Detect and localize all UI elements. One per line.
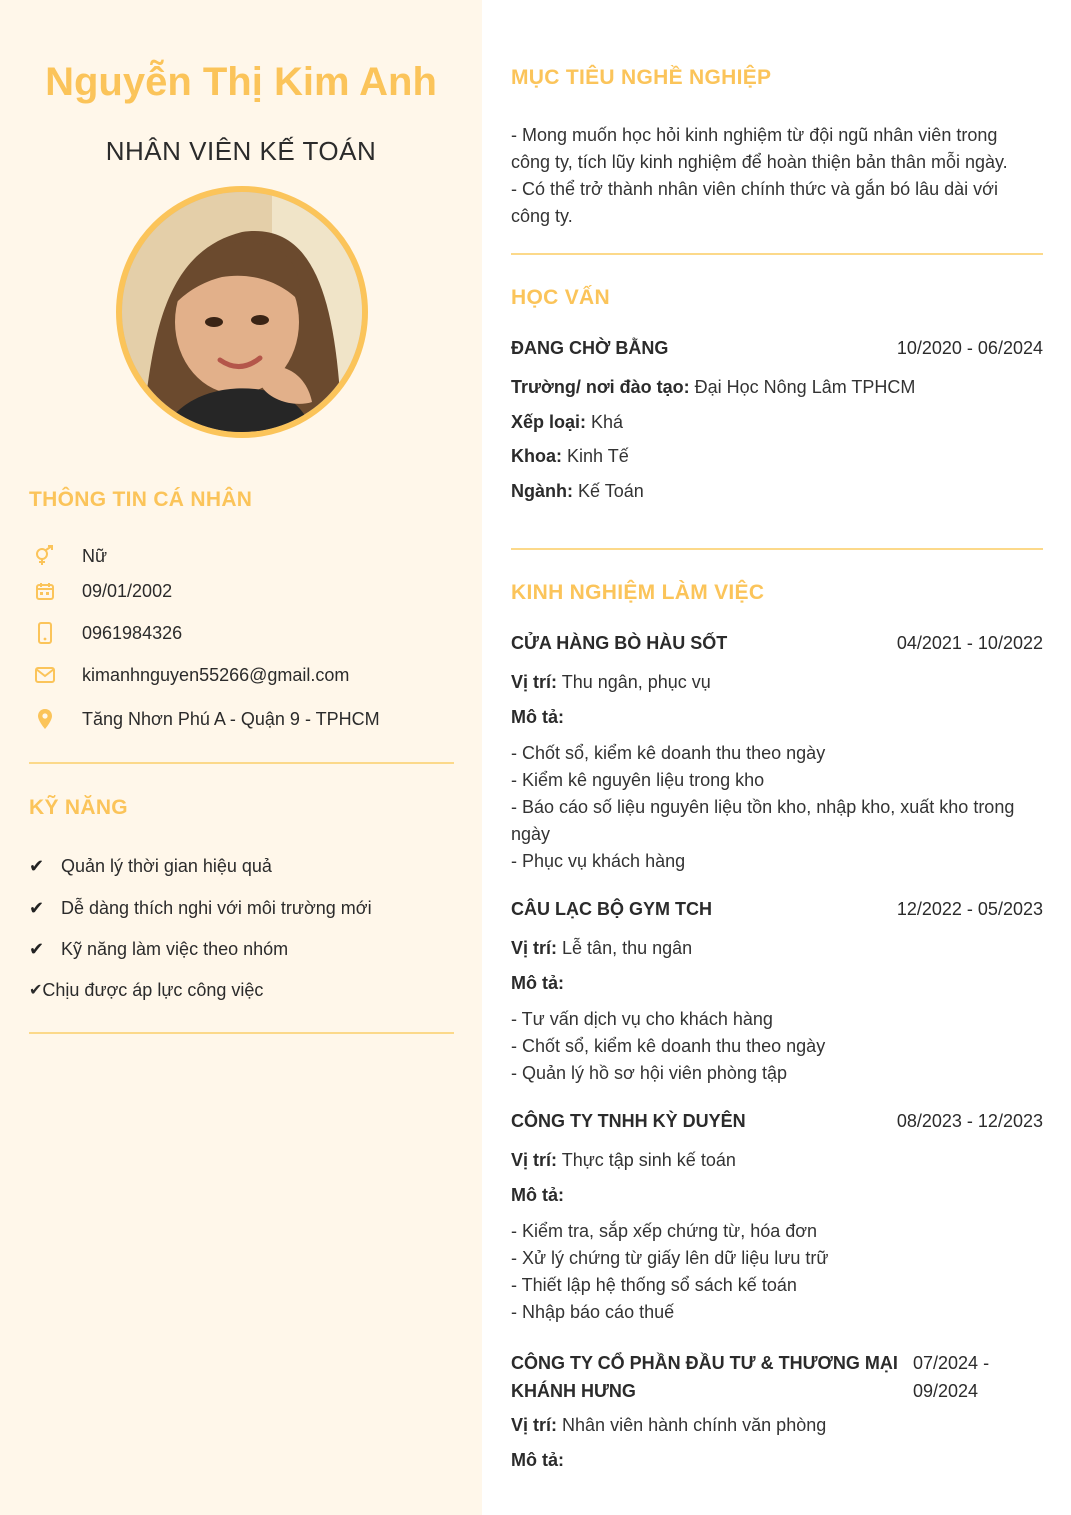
- field-value: Kinh Tế: [567, 446, 629, 466]
- job-company: CÔNG TY TNHH KỲ DUYÊN: [511, 1111, 746, 1131]
- field-value: Thu ngân, phục vụ: [561, 672, 711, 692]
- objective-text: [511, 122, 1051, 230]
- location-icon: [34, 708, 56, 730]
- field-label: Mô tả:: [511, 973, 564, 993]
- divider: [29, 1032, 454, 1034]
- job-desc-label: [511, 973, 564, 994]
- field-label: Mô tả:: [511, 1185, 564, 1205]
- divider: [511, 253, 1043, 255]
- check-icon: ✔: [29, 897, 45, 918]
- objective-line: công ty, tích lũy kinh nghiệm để hoàn thiện bản thân mỗi ngày.: [511, 152, 1008, 172]
- field-label: Vị trí:: [511, 1150, 558, 1170]
- skill-label: Chịu được áp lực công việc: [42, 979, 264, 1000]
- job-desc-label: [511, 1450, 564, 1471]
- desc-line: - Kiểm kê nguyên liệu trong kho: [511, 770, 765, 790]
- gender-value: Nữ: [82, 545, 108, 566]
- candidate-name: Nguyễn Thị Kim Anh: [45, 60, 437, 104]
- objective-title: MỤC TIÊU NGHỀ NGHIỆP: [511, 66, 772, 89]
- skill-label: Dễ dàng thích nghi với môi trường mới: [61, 897, 372, 918]
- field-label: Xếp loại:: [511, 412, 587, 432]
- field-value: Nhân viên hành chính văn phòng: [562, 1415, 827, 1435]
- objective-line: - Mong muốn học hỏi kinh nghiệm từ đội ngũ nhân viên trong: [511, 125, 998, 145]
- job-position: [511, 938, 692, 959]
- divider: [511, 548, 1043, 550]
- education-faculty: [511, 446, 629, 467]
- gender-icon: [34, 545, 56, 567]
- skills-list: [29, 853, 459, 1003]
- job-company-line: CÔNG TY CỔ PHẦN ĐẦU TƯ & THƯƠNG MẠI: [511, 1353, 898, 1373]
- field-value: Kế Toán: [578, 481, 644, 501]
- job-dates: 08/2023 - 12/2023: [896, 1111, 1043, 1131]
- education-rank: [511, 412, 623, 433]
- job-dates: [913, 1349, 1023, 1405]
- field-label: Ngành:: [511, 481, 573, 501]
- education-major: [511, 481, 644, 502]
- objective-line: - Có thể trở thành nhân viên chính thức và gắn bó lâu dài với: [511, 179, 998, 199]
- job-desc-label: [511, 707, 564, 728]
- desc-line: - Thiết lập hệ thống sổ sách kế toán: [511, 1275, 797, 1295]
- email-value[interactable]: kimanhnguyen55266@gmail.com: [82, 664, 350, 685]
- divider: [29, 762, 454, 764]
- birthdate-value: 09/01/2002: [82, 580, 173, 601]
- field-label: Mô tả:: [511, 1450, 564, 1470]
- field-label: Vị trí:: [511, 938, 558, 958]
- job-company-line: KHÁNH HƯNG: [511, 1381, 636, 1401]
- desc-line: - Tư vấn dịch vụ cho khách hàng: [511, 1009, 773, 1029]
- job-header: [511, 899, 1043, 920]
- education-school: [511, 377, 915, 398]
- check-icon: ✔: [29, 855, 45, 876]
- address-value: Tăng Nhơn Phú A - Quận 9 - TPHCM: [82, 708, 380, 729]
- job-company: CỬA HÀNG BÒ HÀU SỐT: [511, 633, 728, 653]
- gender-row: [0, 543, 482, 569]
- education-title: HỌC VẤN: [511, 286, 610, 309]
- email-icon: [34, 664, 56, 686]
- field-label: Vị trí:: [511, 672, 558, 692]
- job-description: [511, 740, 1051, 875]
- field-value: Lễ tân, thu ngân: [562, 938, 693, 958]
- job-company: CÂU LẠC BỘ GYM TCH: [511, 899, 712, 919]
- portrait-photo: [122, 192, 362, 432]
- desc-line: - Xử lý chứng từ giấy lên dữ liệu lưu trữ: [511, 1248, 829, 1268]
- skill-label: Kỹ năng làm việc theo nhóm: [61, 938, 289, 959]
- check-icon: ✔: [29, 938, 45, 959]
- job-header: [511, 1111, 1043, 1132]
- desc-line: - Chốt sổ, kiểm kê doanh thu theo ngày: [511, 743, 826, 763]
- job-desc-label: [511, 1185, 564, 1206]
- sidebar: [0, 0, 482, 1515]
- skill-item: [29, 977, 459, 1003]
- job-dates: 04/2021 - 10/2022: [896, 633, 1043, 653]
- field-label: Mô tả:: [511, 707, 564, 727]
- field-label: Vị trí:: [511, 1415, 558, 1435]
- job-header: [511, 633, 1043, 654]
- personal-info-list: [0, 543, 482, 732]
- job-description: [511, 1006, 1051, 1087]
- job-company: [511, 1349, 911, 1405]
- email-row: [0, 662, 482, 688]
- field-label: Khoa:: [511, 446, 562, 466]
- field-label: Trường/ nơi đào tạo:: [511, 377, 690, 397]
- desc-line: - Quản lý hồ sơ hội viên phòng tập: [511, 1063, 787, 1083]
- field-value: Khá: [591, 412, 624, 432]
- desc-line: - Chốt sổ, kiểm kê doanh thu theo ngày: [511, 1036, 826, 1056]
- job-date-line: 09/2024: [913, 1381, 979, 1401]
- desc-line: - Phục vụ khách hàng: [511, 851, 686, 871]
- job-dates: 12/2022 - 05/2023: [896, 899, 1043, 919]
- skill-item: [29, 853, 459, 879]
- field-value: Thực tập sinh kế toán: [561, 1150, 736, 1170]
- job-position: [511, 1150, 736, 1171]
- field-value: Đại Học Nông Lâm TPHCM: [694, 377, 916, 397]
- education-dates: 10/2020 - 06/2024: [896, 338, 1043, 358]
- birthdate-row: [0, 578, 482, 604]
- phone-row: [0, 620, 482, 646]
- skill-label: Quản lý thời gian hiệu quả: [61, 855, 272, 876]
- job-role: NHÂN VIÊN KẾ TOÁN: [105, 136, 377, 166]
- job-position: [511, 1415, 826, 1436]
- experience-title: KINH NGHIỆM LÀM VIỆC: [511, 581, 765, 604]
- desc-line: - Nhập báo cáo thuế: [511, 1302, 675, 1322]
- skills-title: KỸ NĂNG: [29, 796, 128, 819]
- desc-line: - Kiểm tra, sắp xếp chứng từ, hóa đơn: [511, 1221, 818, 1241]
- job-description: [511, 1218, 1051, 1326]
- job-position: [511, 672, 711, 693]
- desc-line: - Báo cáo số liệu nguyên liệu tồn kho, nhập kho, xuất kho trong: [511, 797, 1015, 817]
- education-header: [511, 338, 1043, 359]
- calendar-icon: [34, 580, 56, 602]
- personal-info-title: THÔNG TIN CÁ NHÂN: [29, 488, 253, 511]
- address-row: [0, 706, 482, 732]
- skill-item: [29, 936, 459, 962]
- education-status: ĐANG CHỜ BẰNG: [511, 338, 669, 358]
- main-content: [482, 0, 1071, 1515]
- job-date-line: 07/2024 -: [913, 1353, 990, 1373]
- skill-item: [29, 895, 459, 921]
- avatar: [116, 186, 368, 438]
- desc-line: ngày: [511, 824, 551, 844]
- check-icon: ✔: [29, 982, 43, 999]
- objective-line: công ty.: [511, 206, 573, 226]
- phone-value: 0961984326: [82, 622, 183, 643]
- phone-icon: [34, 622, 56, 644]
